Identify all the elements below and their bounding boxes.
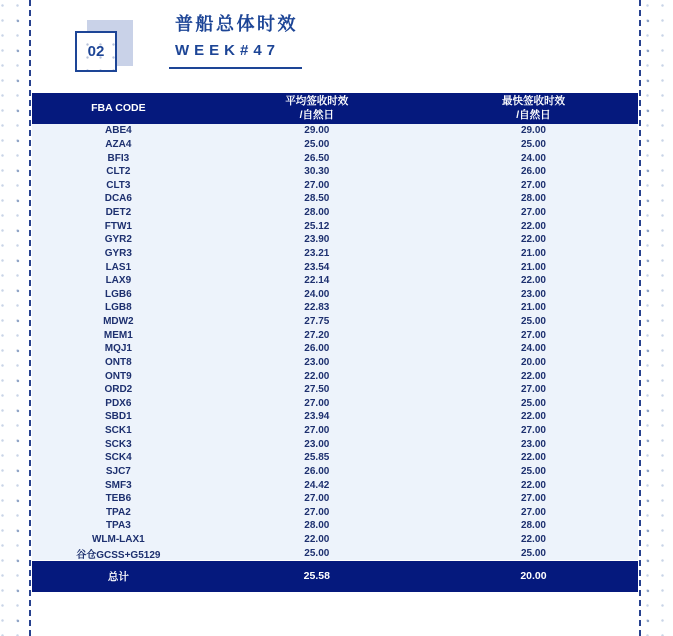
timeliness-table [32, 93, 638, 592]
row-avg: 27.20 [304, 329, 330, 341]
row-avg: 28.00 [304, 520, 330, 532]
row-code: ORD2 [104, 384, 133, 396]
column-header-unit: /自然日 [516, 108, 551, 121]
row-code: LGB6 [105, 288, 132, 300]
row-fastest: 28.00 [520, 520, 546, 532]
column-header-text: 平均签收时效 [285, 94, 349, 107]
table-row [32, 179, 638, 193]
title-underline [169, 67, 302, 69]
table-row [32, 424, 638, 438]
row-code: DCA6 [104, 193, 132, 205]
row-code: SCK1 [105, 425, 132, 437]
row-code: SMF3 [105, 479, 132, 491]
row-code: 谷仓GCSS+G5129 [76, 549, 161, 561]
row-fastest: 22.00 [520, 370, 546, 382]
row-code: MQJ1 [104, 343, 132, 355]
footer-label: 总计 [107, 570, 129, 583]
page-title: 普船总体时效 [175, 14, 298, 34]
column-header-text: FBA CODE [91, 101, 146, 114]
row-avg: 22.00 [304, 370, 330, 382]
row-fastest: 22.00 [520, 234, 546, 246]
row-code: AZA4 [105, 138, 132, 150]
table-row [32, 492, 638, 506]
row-code: LAX9 [105, 275, 132, 287]
row-fastest: 23.00 [520, 438, 546, 450]
table-row [32, 437, 638, 451]
row-avg: 23.00 [304, 356, 330, 368]
table-body [32, 124, 638, 560]
page-header [31, 0, 639, 93]
row-fastest: 22.00 [520, 275, 546, 287]
table-row [32, 369, 638, 383]
row-avg: 25.85 [304, 452, 330, 464]
row-avg: 23.94 [304, 411, 330, 423]
table-row [32, 410, 638, 424]
row-code: MDW2 [103, 316, 134, 328]
row-avg: 22.83 [304, 302, 330, 314]
row-avg: 27.00 [304, 506, 330, 518]
row-fastest: 27.00 [520, 384, 546, 396]
row-code: BFI3 [107, 152, 130, 164]
footer-fastest-value: 20.00 [520, 570, 547, 582]
content-panel [29, 0, 641, 636]
row-fastest: 27.00 [520, 506, 546, 518]
row-code: TPA3 [105, 520, 131, 532]
row-code: SCK4 [105, 452, 132, 464]
row-fastest: 25.00 [520, 547, 546, 559]
section-number: 02 [87, 43, 105, 60]
table-row [32, 151, 638, 165]
row-avg: 27.00 [304, 397, 330, 409]
table-row [32, 165, 638, 179]
row-fastest: 21.00 [520, 302, 546, 314]
row-code: GYR2 [104, 234, 132, 246]
row-avg: 23.00 [304, 438, 330, 450]
table-row [32, 301, 638, 315]
table-row [32, 260, 638, 274]
table-footer-row [32, 561, 638, 592]
column-header-fba-code [32, 102, 205, 116]
row-avg: 22.14 [304, 275, 330, 287]
row-fastest: 20.00 [520, 356, 546, 368]
row-code: TPA2 [105, 506, 131, 518]
row-fastest: 21.00 [520, 261, 546, 273]
row-fastest: 27.00 [520, 207, 546, 219]
row-fastest: 25.00 [520, 316, 546, 328]
table-row [32, 383, 638, 397]
table-row [32, 138, 638, 152]
table-row [32, 315, 638, 329]
row-fastest: 23.00 [520, 288, 546, 300]
row-code: SBD1 [105, 411, 132, 423]
table-row [32, 546, 638, 560]
row-code: DET2 [105, 207, 132, 219]
row-code: PDX6 [105, 397, 132, 409]
row-fastest: 24.00 [520, 152, 546, 164]
row-code: MEM1 [103, 329, 133, 341]
row-fastest: 25.00 [520, 397, 546, 409]
row-code: CLT2 [106, 166, 131, 178]
table-row [32, 342, 638, 356]
row-avg: 27.00 [304, 425, 330, 437]
row-avg: 24.42 [304, 479, 330, 491]
row-code: ABE4 [105, 125, 132, 137]
row-avg: 22.00 [304, 534, 330, 546]
row-avg: 27.00 [304, 179, 330, 191]
column-header-text: 最快签收时效 [501, 94, 565, 107]
row-avg: 30.30 [304, 166, 330, 178]
row-avg: 29.00 [304, 125, 330, 137]
row-fastest: 22.00 [520, 220, 546, 232]
table-row [32, 192, 638, 206]
row-fastest: 27.00 [520, 425, 546, 437]
row-avg: 27.50 [304, 384, 330, 396]
row-code: TEB6 [105, 493, 132, 505]
column-header-fastest [429, 95, 638, 122]
row-avg: 26.50 [304, 152, 330, 164]
row-avg: 28.50 [304, 193, 330, 205]
column-header-unit: /自然日 [299, 108, 335, 121]
row-fastest: 22.00 [520, 479, 546, 491]
row-avg: 25.12 [304, 220, 330, 232]
row-fastest: 21.00 [520, 247, 546, 259]
table-row [32, 465, 638, 479]
row-avg: 26.00 [304, 465, 330, 477]
table-row [32, 247, 638, 261]
row-avg: 23.90 [304, 234, 330, 246]
table-row [32, 206, 638, 220]
row-avg: 28.00 [304, 207, 330, 219]
row-fastest: 22.00 [520, 534, 546, 546]
row-code: CLT3 [106, 179, 131, 191]
table-row [32, 233, 638, 247]
row-fastest: 27.00 [520, 329, 546, 341]
row-code: LGB8 [105, 302, 132, 314]
table-row [32, 328, 638, 342]
row-avg: 25.00 [304, 547, 330, 559]
row-code: FTW1 [104, 220, 132, 232]
table-row [32, 451, 638, 465]
table-row [32, 219, 638, 233]
row-fastest: 27.00 [520, 493, 546, 505]
table-row [32, 478, 638, 492]
row-fastest: 22.00 [520, 411, 546, 423]
table-row [32, 397, 638, 411]
row-avg: 27.00 [304, 493, 330, 505]
row-fastest: 28.00 [520, 193, 546, 205]
row-fastest: 26.00 [520, 166, 546, 178]
row-avg: 26.00 [304, 343, 330, 355]
row-code: SCK3 [105, 438, 132, 450]
table-row [32, 356, 638, 370]
row-fastest: 22.00 [520, 452, 546, 464]
table-row [32, 124, 638, 138]
row-code: LAS1 [105, 261, 132, 273]
row-avg: 27.75 [304, 316, 330, 328]
table-row [32, 533, 638, 547]
row-code: GYR3 [104, 247, 132, 259]
row-fastest: 29.00 [520, 125, 546, 137]
row-code: SJC7 [105, 465, 131, 477]
footer-avg-value: 25.58 [303, 570, 330, 582]
row-fastest: 25.00 [520, 138, 546, 150]
table-row [32, 519, 638, 533]
table-row [32, 274, 638, 288]
row-avg: 23.21 [304, 247, 330, 259]
row-code: WLM-LAX1 [91, 534, 145, 546]
table-row [32, 288, 638, 302]
week-label: WEEK#47 [175, 41, 281, 59]
row-avg: 25.00 [304, 138, 330, 150]
row-fastest: 27.00 [520, 179, 546, 191]
row-avg: 24.00 [304, 288, 330, 300]
row-avg: 23.54 [304, 261, 330, 273]
section-number-badge [75, 31, 117, 72]
row-fastest: 24.00 [520, 343, 546, 355]
table-row [32, 506, 638, 520]
column-header-avg [205, 95, 429, 122]
row-code: ONT8 [105, 356, 132, 368]
row-fastest: 25.00 [520, 465, 546, 477]
row-code: ONT9 [105, 370, 132, 382]
title-block [175, 13, 302, 69]
table-header-row [32, 93, 638, 124]
